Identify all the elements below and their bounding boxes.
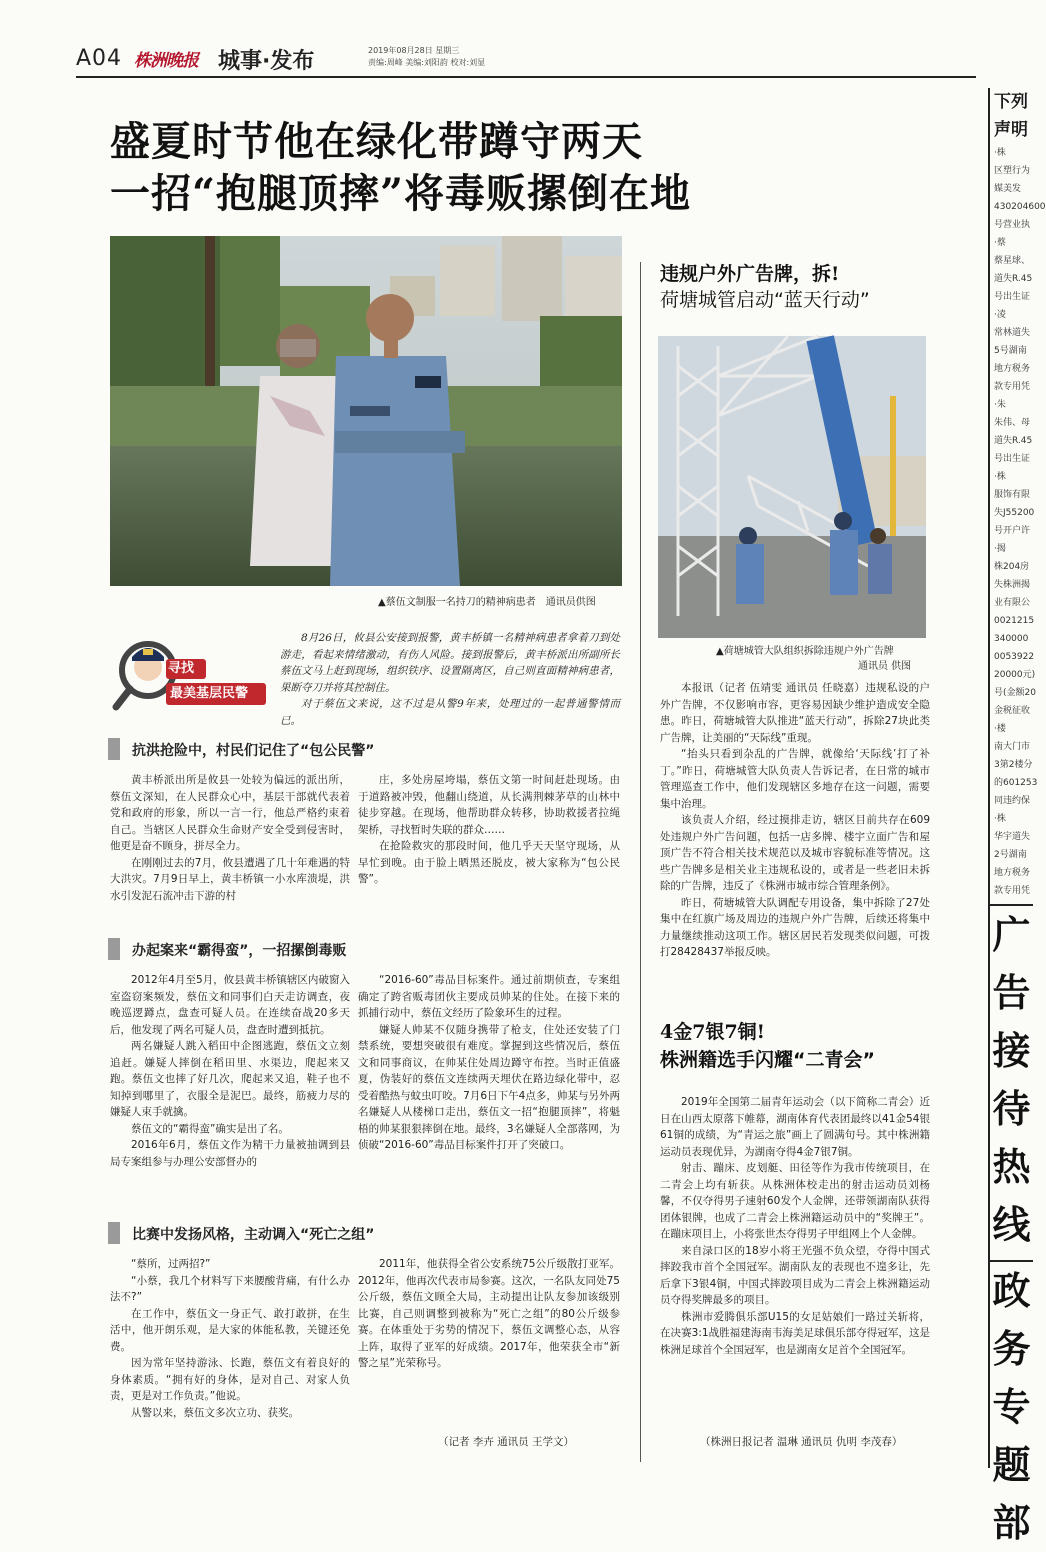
- sidebar-notice-line: 3第2楼分: [994, 760, 1033, 770]
- sidebar-notice-line: ·楼: [994, 724, 1006, 734]
- sidebar-large-char: 告: [992, 970, 1031, 1015]
- header-rule: [76, 76, 976, 78]
- sidebar-notice-line: 服饰有限: [994, 490, 1031, 500]
- subheading-marker: [108, 738, 120, 760]
- sidebar-notice-line: 的601253: [994, 778, 1038, 788]
- newspaper-logo: 株洲晚报: [134, 51, 198, 71]
- sidebar-notice-line: 业有限公: [994, 598, 1031, 608]
- sidebar-large-char: 专: [992, 1384, 1031, 1429]
- billboard-removal-illustration: [658, 336, 926, 638]
- sidebar-notice-line: 失J55200: [994, 508, 1035, 518]
- paragraph: 两名嫌疑人跳入稻田中企图逃跑，蔡伍文立刻追赶。嫌疑人摔倒在稻田里、水渠边，爬起来又跑。蔡伍文也摔了好几次，爬起来又追，鞋子也不知掉到哪里了，衣服全是泥巴。最终，筋疲力尽的嫌疑人束手就擒。: [110, 1040, 350, 1118]
- sidebar-notice-line: 号出生证: [994, 292, 1031, 302]
- sidebar-large-char: 线: [992, 1202, 1031, 1247]
- story1-title-2: 荷塘城管启动“蓝天行动”: [660, 289, 870, 311]
- sidebar-notice-line: 华宇道失: [994, 832, 1031, 842]
- headline-line-1: 盛夏时节他在绿化带蹲守两天: [110, 118, 643, 165]
- sidebar-notice-line: 失株洲揭: [994, 580, 1031, 590]
- sidebar-notice-line: 区塑行为: [994, 166, 1031, 176]
- paragraph: “2016-60”毒品目标案件。通过前期侦查，专案组确定了跨省贩毒团伙主要成员帅某的住处。在接下来的抓捕行动中，蔡伍文经历了险象环生的过程。: [358, 974, 620, 1019]
- main-photo: [110, 236, 622, 586]
- paragraph: 因为常年坚持游泳、长跑，蔡伍文有着良好的身体素质。“拥有好的身体，是对自己、对家人负责，更是对工作负责。”他说。: [110, 1357, 350, 1402]
- paragraph: 在刚刚过去的7月，攸县遭遇了几十年难遇的特大洪灾。7月9日早上，黄丰桥镇一小水库溃堤，洪水引发泥石流冲击下游的村: [110, 856, 350, 902]
- issue-meta: [368, 45, 485, 69]
- section2-col1: [110, 972, 350, 1170]
- sidebar-dept-block: [990, 1260, 1033, 1552]
- badge-line-2: 最美基层民警: [170, 686, 249, 701]
- subheading-1: 抗洪抢险中，村民们记住了“包公民警”: [132, 743, 375, 759]
- paragraph: 庄，多处房屋垮塌，蔡伍文第一时间赶赴现场。由于道路被冲毁，他翻山绕道，从长满荆棘茅草的山林中徒步穿越。在现场，他帮助群众转移，协助救援者拉绳架桥，寻找暂时失联的群众……: [358, 774, 620, 836]
- paragraph: 2011年，他获得全省公安系统75公斤级散打亚军。2012年，他再次代表市局参赛。这次，一名队友同处75公斤级，蔡伍文顾全大局，主动提出让队友参加该级别比赛，自己则调整到被称为“死亡之组”的80公斤级参赛。在体重处于劣势的情况下，蔡伍文调整心态，从容上阵，取得了亚军的好成绩。2017年，他荣获全市“新警之星”光荣称号。: [358, 1258, 620, 1369]
- sidebar-heading: 下列: [994, 92, 1028, 112]
- story2-body: [660, 1094, 930, 1358]
- paragraph: 黄丰桥派出所是攸县一处较为偏远的派出所，蔡伍文深知，在人民群众心中，基层干部就代表着党和政府的形象，所以一言一行，他总严格约束着自己。当辖区人民群众生命财产安全受到侵害时，他更是奋不顾身，拼尽全力。: [110, 774, 350, 852]
- sidebar-notice-line: 道失R.45: [994, 436, 1033, 446]
- story1-photo: [658, 336, 926, 638]
- sidebar-notice-line: 430204600: [994, 202, 1046, 212]
- ad-hotline-text: [990, 906, 1033, 1254]
- intro-paragraph: 8月26日，攸县公安接到报警，黄丰桥镇一名精神病患者拿着刀到处游走，看起来情绪激动，有伤人风险。接到报警后，黄丰桥派出所副所长蔡伍文马上赶到现场，组织铁序、设置隔离区，自己则直面精神病患者，果断夺刀并将其控制住。: [280, 632, 620, 694]
- section2-col2: [358, 972, 620, 1154]
- sidebar-notice-line: ·株: [994, 472, 1006, 482]
- intro-text: [280, 630, 620, 729]
- sidebar-large-char: 政: [992, 1268, 1031, 1313]
- sidebar-ad-block: [990, 904, 1033, 1254]
- story2-byline: （株洲日报记者 温琳 通讯员 仇明 李茂春）: [700, 1436, 903, 1448]
- sidebar-notice-line: 南大门市: [994, 742, 1031, 752]
- story1-body: [660, 680, 930, 961]
- paragraph: 本报讯（记者 伍靖雯 通讯员 任晓嘉）违规私设的户外广告牌，不仅影响市容，更容易因缺少维护造成安全隐患。昨日，荷塘城管大队推进“蓝天行动”，拆除27块此类广告牌，让美丽的“天际线”重现。: [660, 682, 930, 744]
- sidebar-notice-line: 蔡星球、: [994, 256, 1031, 266]
- sidebar-notice-line: ·凌: [994, 310, 1006, 320]
- story1-title-1: 违规户外广告牌，拆!: [660, 263, 840, 285]
- section1-col1: [110, 772, 350, 904]
- paragraph: 该负责人介绍，经过摸排走访，辖区目前共存在609处违规户外广告问题，包括一店多牌、楼宇立面广告和屋顶广告不符合相关技术规范以及城市容貌标准等情况。这些广告牌多是相关业主违规私设的，或者是一些老旧未拆除的广告牌，违反了《株洲市城市综合管理条例》。: [660, 814, 930, 892]
- sidebar-notices: [988, 88, 1046, 1545]
- sidebar-notice-line: 2号湖南: [994, 850, 1027, 860]
- sidebar-large-char: 待: [992, 1086, 1031, 1131]
- paragraph: 在工作中，蔡伍文一身正气、敢打敢拼，在生活中，他开朗乐观，是大家的体能私教，关键还免费。: [110, 1307, 350, 1353]
- paragraph: “抬头只看到杂乱的广告牌，就像给‘天际线’打了补丁。”昨日，荷塘城管大队负责人告诉记者，在日常的城市管理巡查工作中，他们发现辖区多地存在这一问题，需要集中治理。: [660, 748, 930, 810]
- badge-line-1: 寻找: [168, 661, 195, 676]
- headline-line-2: 一招“抱腿顶摔”将毒贩摞倒在地: [110, 170, 692, 217]
- sidebar-notice-line: 号营业执: [994, 220, 1031, 230]
- subheading-marker: [108, 1222, 120, 1244]
- section3-col1: [110, 1256, 350, 1421]
- issue-date: 2019年08月28日 星期三: [368, 46, 460, 55]
- sidebar-notice-line: ·株: [994, 148, 1006, 158]
- section3-byline: （记者 李卉 通讯员 王学文）: [438, 1436, 575, 1448]
- sidebar-notice-line: 地方税务: [994, 364, 1031, 374]
- sidebar-large-char: 部: [992, 1500, 1031, 1545]
- sidebar-notice-line: 媒美发: [994, 184, 1022, 194]
- sidebar-notice-line: 株204房: [994, 562, 1030, 572]
- editor-credits: 责编:周峰 美编:刘阳韵 校对:刘显: [368, 58, 486, 67]
- story1-caption: ▲荷塘城管大队组织拆除违规户外广告牌: [716, 646, 894, 657]
- sidebar-notice-line: 号开户许: [994, 526, 1031, 536]
- sidebar-heading: 声明: [994, 120, 1028, 140]
- paragraph: 在抢险救灾的那段时间，他几乎天天坚守现场，从早忙到晚。由于脸上晒黑还脱皮，被大家称为“包公民警”。: [358, 840, 620, 885]
- paragraph: 从警以来，蔡伍文多次立功、获奖。: [131, 1406, 299, 1419]
- sidebar-large-char: 广: [992, 912, 1031, 957]
- sidebar-notice-line: ·朱: [994, 400, 1006, 410]
- subheading-2: 办起案来“霸得蛮”，一招摞倒毒贩: [132, 943, 347, 959]
- sidebar-notice-line: 常林道失: [994, 328, 1031, 338]
- sidebar-large-char: 题: [992, 1442, 1031, 1487]
- paragraph: 2012年4月至5月，攸县黄丰桥镇辖区内破窗入室盗窃案频发，蔡伍文和同事们白天走访调查，夜晚巡逻蹲点，盘查可疑人员。在连续奋战20多天后，他发现了两名可疑人员，盘查时遭到抵抗。: [110, 974, 350, 1036]
- paragraph: “小蔡，我几个材料写下来腰酸背痛，有什么办法不?”: [110, 1274, 350, 1303]
- story2-title-2: 株洲籍选手闪耀“二青会”: [660, 1049, 875, 1071]
- section1-col2: [358, 772, 620, 888]
- intro-paragraph: 对于蔡伍文来说，这不过是从警9年来，处理过的一起普通警情而已。: [280, 698, 620, 727]
- paragraph: “蔡所，过两招?”: [131, 1258, 211, 1270]
- paragraph: 株洲市爱腾俱乐部U15的女足姑娘们一路过关斩将，在决赛3:1战胜福建海南韦海美足球俱乐部夺得冠军，这是株洲足球首个全国冠军，也是湖南女足首个全国冠军。: [660, 1310, 930, 1356]
- sidebar-large-char: 务: [992, 1326, 1031, 1371]
- section-title: 城事·发布: [218, 49, 315, 74]
- sidebar-notice-line: 号(金额20: [994, 688, 1036, 698]
- main-photo-caption: ▲蔡伍文制服一名持刀的精神病患者 通讯员供图: [378, 597, 596, 608]
- sidebar-notice-line: 朱伟、母: [994, 418, 1031, 428]
- paragraph: 2016年6月，蔡伍文作为精干力量被抽调到县局专案组参与办理公安部督办的: [110, 1139, 350, 1168]
- sidebar-notice-line: 地方税务: [994, 868, 1031, 878]
- sidebar-notice-line: 款专用凭: [994, 382, 1031, 392]
- sidebar-notice-line: ·株: [994, 814, 1006, 824]
- main-photo-illustration: [110, 236, 622, 586]
- sidebar-notice-line: 0053922: [994, 652, 1035, 662]
- sidebar-notice-line: ·蔡: [994, 238, 1006, 248]
- sidebar-notice-line: 340000: [994, 634, 1029, 644]
- sidebar-notice-line: 款专用凭: [994, 886, 1031, 896]
- sidebar-notice-line: 道失R.45: [994, 274, 1033, 284]
- sidebar-notice-line: 0021215: [994, 616, 1035, 626]
- department-text: [990, 1262, 1033, 1552]
- subheading-3: 比赛中发扬风格，主动调入“死亡之组”: [132, 1227, 375, 1243]
- sidebar-notice-line: 同违约保: [994, 796, 1031, 806]
- subheading-marker: [108, 938, 120, 960]
- page-number: A04: [76, 46, 123, 71]
- paragraph: 嫌疑人帅某不仅随身携带了枪支，住处还安装了门禁系统，要想突破很有难度。掌握到这些情况后，蔡伍文和同事商议，在帅某住处周边蹲守布控。当时正值盛夏，伪装好的蔡伍文连续两天埋伏在路边绿化带中，忍受着酷热与蚊虫叮咬。7月6日下午4点多，帅某与另外两名嫌疑人从楼梯口走出，蔡伍文一招“抱腿顶摔”，将魁梧的帅某狠狠摔倒在地。最终，3名嫌疑人全部落网，为侦破“2016-60”毒品目标案件打开了突破口。: [358, 1023, 620, 1151]
- sidebar-notice-line: 20000元): [994, 670, 1036, 680]
- paragraph: 来自渌口区的18岁小将王光强不负众望，夺得中国式摔跤我市首个全国冠军。湖南队友的表现也不遑多让，先后拿下3银4铜，中国式摔跤项目成为二青会上株洲籍运动员夺得奖牌最多的项目。: [660, 1244, 930, 1306]
- section3-col2: [358, 1256, 620, 1372]
- column-divider: [640, 262, 641, 1462]
- sidebar-notice-line: 金税征收: [994, 706, 1031, 716]
- sidebar-notice-line: 5号湖南: [994, 346, 1027, 356]
- sidebar-notice-line: 号出生证: [994, 454, 1031, 464]
- sidebar-notice-lines: [990, 144, 1046, 900]
- sidebar-large-char: 热: [992, 1144, 1031, 1189]
- paragraph: 昨日，荷塘城管大队调配专用设备，集中拆除了27处集中在红旗广场及周边的违规户外广告牌，后续还将集中力量继续推动这项工作。辖区居民若发现类似问题，可拨打28428437举报反映。: [660, 896, 930, 958]
- sidebar-large-char: 接: [992, 1028, 1031, 1073]
- story1-photo-credit: 通讯员 供图: [858, 661, 912, 672]
- story2-title-1: 4金7银7铜!: [660, 1021, 766, 1043]
- paragraph: 射击、蹦床、皮划艇、田径等作为我市传统项目，在二青会上均有斩获。从株洲体校走出的射击运动员刘杨馨，不仅夺得男子速射60发个人金牌，还带领湖南队获得团体银牌，也成了二青会上株洲籍运动员中的“奖牌王”。在蹦床项目上，小将张世杰夺得男子甲组网上个人金牌。: [660, 1162, 930, 1240]
- paragraph: 蔡伍文的“霸得蛮”确实是出了名。: [131, 1122, 289, 1135]
- sidebar-notice-line: ·揭: [994, 544, 1006, 554]
- series-badge: [110, 625, 270, 715]
- paragraph: 2019年全国第二届青年运动会（以下简称二青会）近日在山西太原落下帷幕，湖南体育代表团最终以41金54银61铜的成绩，为“青运之旅”画上了圆满句号。其中株洲籍运动员表现优异，为湖南夺得4金7银7铜。: [660, 1096, 930, 1158]
